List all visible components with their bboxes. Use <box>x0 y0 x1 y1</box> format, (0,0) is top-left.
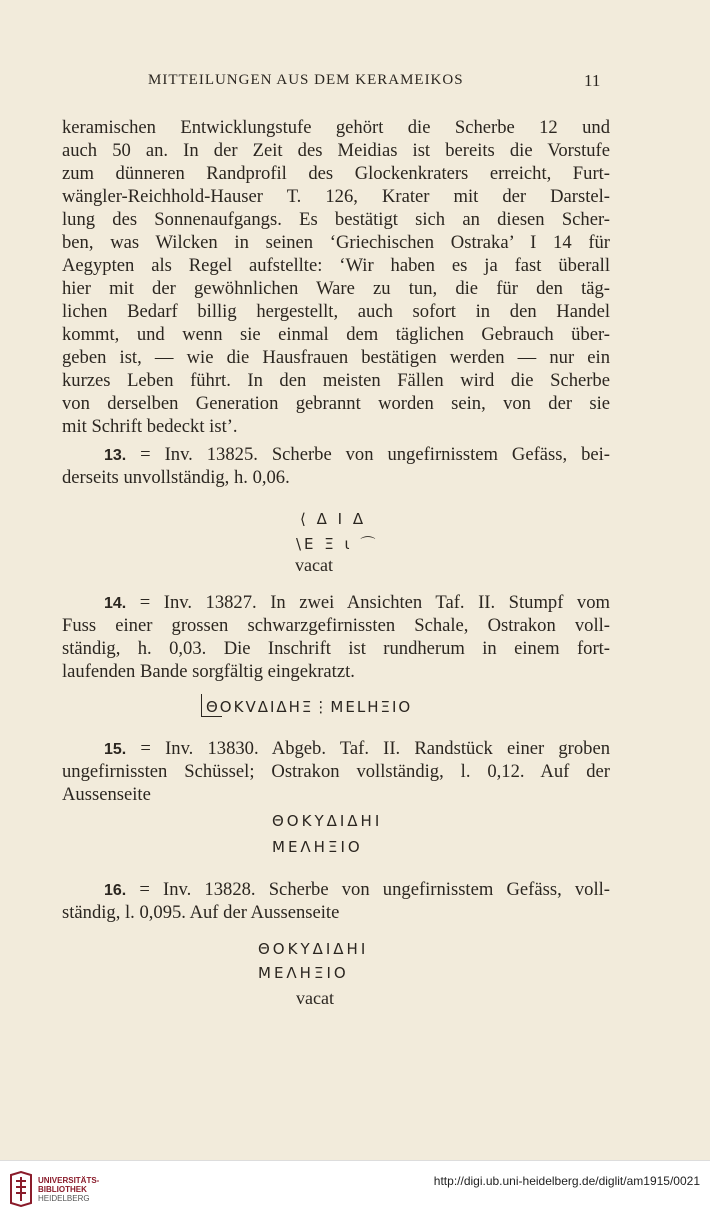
entry-15-line-2: ungefirnissten Schüssel; Ostrakon vollständig, l. 0,12. Auf der <box>62 761 610 782</box>
inscription-line: ΜΕΛΗΞΙΟ <box>258 964 349 982</box>
text-line: lung des Sonnenaufgangs. Es bestätigt sich an diesen Scher- <box>62 209 610 230</box>
entry-number: 15. <box>104 741 127 758</box>
inscription-line: \Ε Ξ ι ⌒ <box>296 535 379 553</box>
text-line: wängler-Reichhold-Hauser T. 126, Krater mit der Darstel- <box>62 186 610 207</box>
inscription-line: ΜΕΛΗΞΙΟ <box>272 838 363 856</box>
entry-number: 13. <box>104 447 127 464</box>
inscription-line: ⟨ Δ Ι Δ <box>300 510 367 528</box>
text-line: auch 50 an. In der Zeit des Meidias ist bereits die Vorstufe <box>62 140 610 161</box>
footer-bar <box>0 1160 710 1216</box>
library-name: UNIVERSITÄTS- BIBLIOTHEK HEIDELBERG <box>38 1176 100 1203</box>
vacat-label: vacat <box>295 555 333 575</box>
entry-14-line-1: 14. = Inv. 13827. In zwei Ansichten Taf. II. Stumpf vom <box>104 592 610 613</box>
text-line: hier mit der gewöhnlichen Ware zu tun, die für den täg- <box>62 278 610 299</box>
text-line: lichen Bedarf billig hergestellt, auch sofort in den Handel <box>62 301 610 322</box>
text-line: Aegypten als Regel aufstellte: ‘Wir haben es ja fast überall <box>62 255 610 276</box>
text-line: von derselben Generation gebrannt worden sein, von der sie <box>62 393 610 414</box>
entry-14-line-4: laufenden Bande sorgfältig eingekratzt. <box>62 661 355 682</box>
source-url-link[interactable]: http://digi.ub.uni-heidelberg.de/diglit/am1915/0021 <box>433 1174 700 1188</box>
inscription-line: ΘΟΚΥΔΙΔΗΙ <box>272 812 383 830</box>
entry-15-line-1: 15. = Inv. 13830. Abgeb. Taf. II. Randstück einer groben <box>104 738 610 759</box>
running-title: MITTEILUNGEN AUS DEM KERAMEIKOS <box>148 72 464 88</box>
text-line: keramischen Entwicklungstufe gehört die Scherbe 12 und <box>62 117 610 138</box>
inscription-band: ΘΟΚVΔΙΔΗΞ⋮ΜΕLΗΞΙΟ <box>206 698 413 716</box>
entry-13-line-1: 13. = Inv. 13825. Scherbe von ungefirnisstem Gefäss, bei- <box>104 444 610 465</box>
entry-14-line-2: Fuss einer grossen schwarzgefirnissten Schale, Ostrakon voll- <box>62 615 610 636</box>
entry-14-line-3: ständig, h. 0,03. Die Inschrift ist rundherum in einem fort- <box>62 638 610 659</box>
text-line: geben ist, — wie die Hausfrauen bestätigen werden — nur ein <box>62 347 610 368</box>
library-logo-icon <box>8 1171 34 1207</box>
page-number: 11 <box>584 71 601 90</box>
text-line: mit Schrift bedeckt ist’. <box>62 416 238 437</box>
entry-13-line-2: derseits unvollständig, h. 0,06. <box>62 467 290 488</box>
entry-number: 16. <box>104 882 127 899</box>
inscription-line: ΘΟΚΥΔΙΔΗΙ <box>258 940 369 958</box>
text-line: kurzes Leben führt. In den meisten Fällen wird die Scherbe <box>62 370 610 391</box>
text-line: zum dünneren Randprofil des Glockenkraters erreicht, Furt- <box>62 163 610 184</box>
entry-15-line-3: Aussenseite <box>62 784 151 805</box>
vacat-label: vacat <box>296 988 334 1008</box>
entry-16-line-2: ständig, l. 0,095. Auf der Aussenseite <box>62 902 340 923</box>
entry-16-line-1: 16. = Inv. 13828. Scherbe von ungefirnisstem Gefäss, voll- <box>104 879 610 900</box>
text-line: ben, was Wilcken in seinen ‘Griechischen Ostraka’ I 14 für <box>62 232 610 253</box>
text-line: kommt, und wenn sie einmal dem täglichen Gebrauch über- <box>62 324 610 345</box>
entry-number: 14. <box>104 595 127 612</box>
